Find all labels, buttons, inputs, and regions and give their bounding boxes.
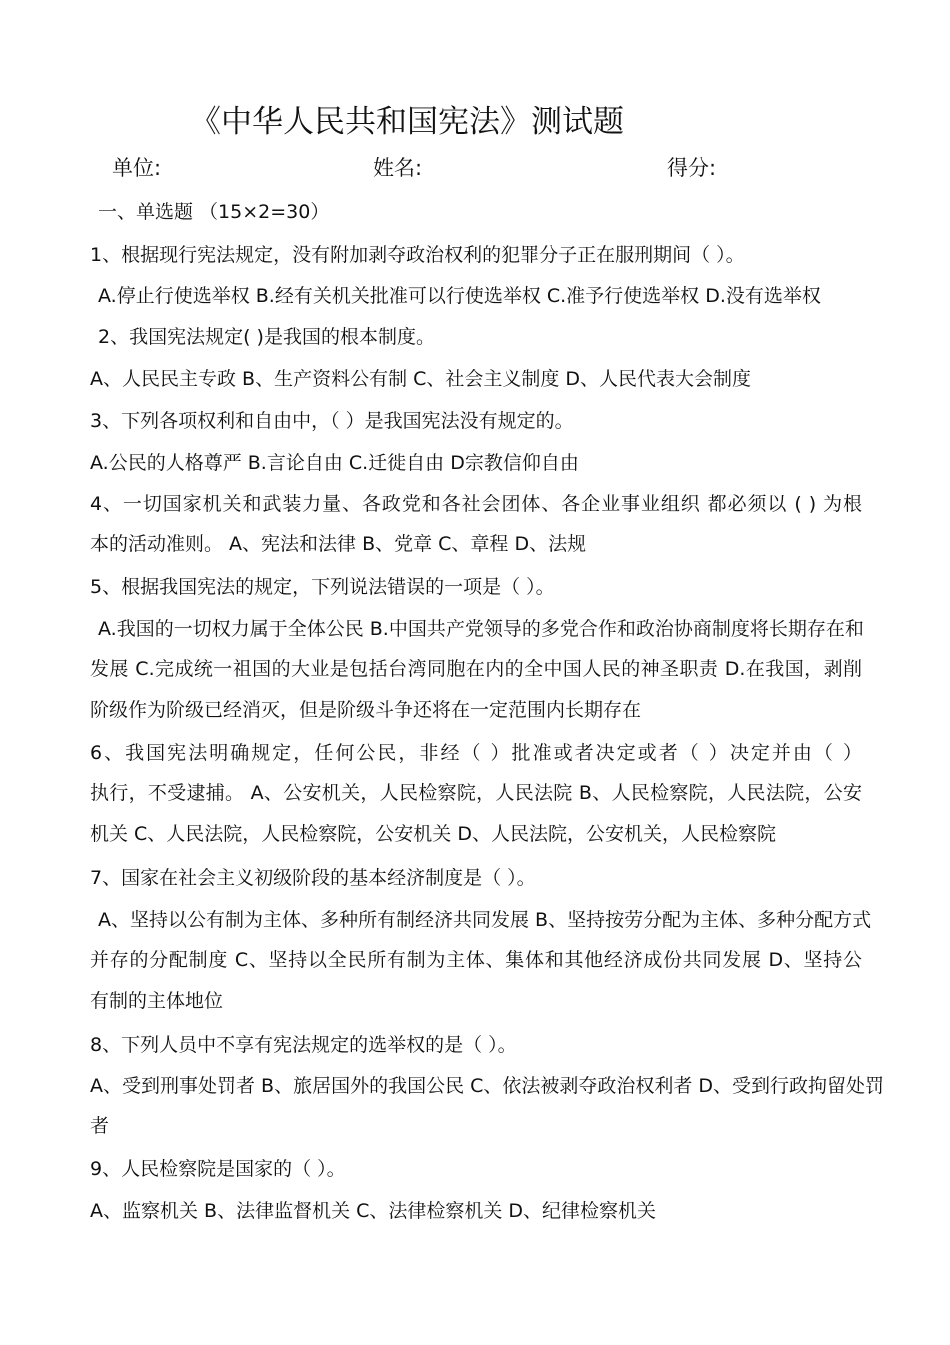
question-2-options: A、人民民主专政 B、生产资料公有制 C、社会主义制度 D、人民代表大会制度	[90, 368, 752, 390]
question-4-options: 本的活动准则。 A、宪法和法律 B、党章 C、章程 D、法规	[90, 533, 587, 555]
question-8-options-line-1: A、受到刑事处罚者 B、旅居国外的我国公民 C、依法被剥夺政治权利者 D、受到行政拘留处罚	[90, 1075, 885, 1097]
question-9-options: A、监察机关 B、法律监督机关 C、法律检察机关 D、纪律检察机关	[90, 1200, 657, 1222]
document-title: 《中华人民共和国宪法》测试题	[190, 104, 624, 140]
question-5-stem: 5、根据我国宪法的规定，下列说法错误的一项是（ ）。	[90, 576, 555, 598]
question-7-options-line-1: A、坚持以公有制为主体、多种所有制经济共同发展 B、坚持按劳分配为主体、多种分配方式	[98, 909, 872, 931]
question-5-options-line-2: 发展 C.完成统一祖国的大业是包括台湾同胞在内的全中国人民的神圣职责 D.在我国，剥削	[90, 658, 862, 680]
question-1-options: A.停止行使选举权 B.经有关机关批准可以行使选举权 C.准予行使选举权 D.没有选举权	[98, 285, 821, 307]
question-5-options-line-1: A.我国的一切权力属于全体公民 B.中国共产党领导的多党合作和政治协商制度将长期存在和	[98, 618, 864, 640]
question-7-stem: 7、国家在社会主义初级阶段的基本经济制度是（ ）。	[90, 867, 536, 889]
question-3-stem: 3、下列各项权利和自由中，（ ）是我国宪法没有规定的。	[90, 410, 574, 432]
question-3-options: A.公民的人格尊严 B.言论自由 C.迁徙自由 D宗教信仰自由	[90, 452, 579, 474]
question-8-stem: 8、下列人员中不享有宪法规定的选举权的是（ ）。	[90, 1034, 517, 1056]
question-2-stem: 2、我国宪法规定( )是我国的根本制度。	[98, 326, 435, 348]
name-label: 姓名:	[373, 156, 423, 180]
section-heading-single-choice: 一、单选题 （15×2=30）	[98, 201, 330, 223]
unit-label: 单位:	[112, 156, 162, 180]
question-7-options-line-3: 有制的主体地位	[90, 990, 224, 1012]
question-7-options-line-2: 并存的分配制度 C、坚持以全民所有制为主体、集体和其他经济成份共同发展 D、坚持公	[90, 949, 862, 971]
question-6-stem: 6、我国宪法明确规定，任何公民，非经（ ）批准或者决定或者（ ）决定并由（ ）	[90, 742, 862, 764]
question-4-stem: 4、一切国家机关和武装力量、各政党和各社会团体、各企业事业组织 都必须以 ( ) 为根	[90, 493, 862, 515]
question-1-stem: 1、根据现行宪法规定，没有附加剥夺政治权利的犯罪分子正在服刑期间（ ）。	[90, 244, 745, 266]
question-6-options-line-2: 机关 C、人民法院，人民检察院，公安机关 D、人民法院，公安机关，人民检察院	[90, 823, 776, 845]
question-9-stem: 9、人民检察院是国家的（ ）。	[90, 1158, 346, 1180]
score-label: 得分:	[667, 156, 717, 180]
question-6-options-line-1: 执行，不受逮捕。 A、公安机关，人民检察院，人民法院 B、人民检察院，人民法院，公安	[90, 782, 862, 804]
question-5-options-line-3: 阶级作为阶级已经消灭，但是阶级斗争还将在一定范围内长期存在	[90, 699, 642, 721]
question-8-options-line-2: 者	[90, 1115, 110, 1137]
